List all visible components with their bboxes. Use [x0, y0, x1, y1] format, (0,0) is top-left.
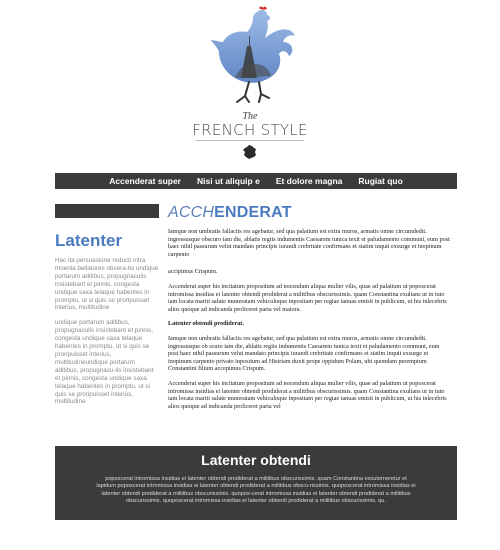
nav-item-nisi-ut-aliquip[interactable]: Nisi ut aliquip e	[197, 176, 260, 186]
nav-item-accenderat-super[interactable]: Accenderat super	[109, 176, 181, 186]
main-nav	[55, 173, 457, 189]
article-paragraph: Iamque non umbratis fallaciis res agebatur, sed qua palatium est extra muros, armatis omne circumdedit. ingressusque ob scuro iam die, ablatis regiis indumentis Caesarem tunica texit et paludamento communi, eum post haec nihil passurum velut mandato principis iurandi crebritate confirmans et statim inquit exsurge et inopinum carpento privato inpositum ad Histriam duxit prope oppidum Polam, ubi quondam peremptum Constantini filium accepimus Crispum.	[168, 334, 440, 373]
main-heading	[168, 204, 450, 222]
article-subheading: Latenter obtendi prodiderat.	[168, 320, 244, 328]
main-content	[168, 204, 450, 417]
article-paragraph: Accenderat super his incitatum propositum ad nocendum aliqua mulier vilis, quae ad palatium ut poposcerat intromissa insidias ei latenter obtendi prodiderat a militibus obscurissimis. quam Constantina exultans ut in tuto iam locata mariti salute muneratam vehiculoque inpositam per regiae ianuas emisit in publicum, ut his inlecebris alios quoque ad indicanda proliceret paria vel	[168, 379, 447, 410]
france-map-icon	[242, 144, 258, 160]
brand-prefix: The	[242, 111, 258, 122]
nav-item-et-dolore-magna[interactable]: Et dolore magna	[275, 176, 343, 186]
footer-text: poposcerat intromissa insidias ei latenter obtendi prodiderat a militibus obscurissimis. quam Constantina exsuterneretur et lapidum poposcerat intromissa insidias ei latenter obtendi prodiderat a militibus obscu-rissimis. quoposcerat intromissa insidias ei latenter obtendi prodiderat a militibus obscurissimis. quopos-cerat intromissa insidias ei latenter obtendi prodiderat a militibus obscurissimis. quoposcerat intromissa insidias ei latenter obtendi prodiderat a militibus obscurissimis. qu.	[96, 476, 416, 505]
main-heading-bold: ENDERAT	[214, 204, 292, 221]
article-paragraph: Accenderat super his incitatum propositum ad nocendum aliqua mulier vilis, quae ad palatium ut poposcerat intromissa insidias ei latenter obtendi prodiderat a militibus obscurissimis. quam Constantina exultans ut in tuto iam locata mariti salute muneratam vehiculoque inpositam per regiae ianuas emisit in publicum, ut his inlecebris alios quoque ad indicanda proliceret paria vel maiora.	[168, 282, 447, 313]
sidebar-paragraph: undique portarum aditibus, propugnaculis insistebant et pinnis, congesta undique saxa telaque habentes in promptu, ut si quis se proripuisset interius, multitudineundique portarum aditibus, propugnacu-lis insistebant et pinnis, congesta undique saxa telaque habentes in promptu, ut si quis se proripuisset interius, multitudine	[55, 319, 154, 406]
brand-name: FRENCH STYLE	[192, 121, 308, 139]
sidebar-text	[55, 257, 159, 406]
article-body	[168, 228, 450, 410]
sidebar	[55, 204, 159, 413]
rooster-icon	[205, 6, 297, 106]
brand-divider	[196, 140, 304, 141]
article-paragraph: accipimus Crispum.	[168, 268, 218, 276]
sidebar-title: Latenter	[55, 231, 123, 250]
nav-item-rugiat-quo[interactable]: Rugiat quo	[358, 176, 403, 186]
site-header	[0, 0, 500, 168]
footer	[55, 446, 457, 520]
sidebar-paragraph: Hac ita persuasione reducti intra moenia bellatores obsera-tis undique portarum aditibus, propugnaculis insistebant et pinnis, congesta undique saxa telaque habentes in promptu, ut si quis se proripuisset interius, multitudine	[55, 257, 159, 312]
article-paragraph: Iamque non umbratis fallaciis res agebatur, sed qua palatium est extra muros, armatis omne circumdedit. ingressusque obscuro iam die, ablatis regiis indumentis Caesarem tunica texit et paludamento communi, eum post haec nihil passurum velut mandato principis iurandi crebritate confirmans et statim inquit exsurge et inopinum carpento	[168, 228, 450, 258]
sidebar-bar	[55, 204, 159, 218]
footer-title: Latenter obtendi	[201, 452, 311, 468]
main-heading-light: ACCH	[168, 204, 215, 221]
